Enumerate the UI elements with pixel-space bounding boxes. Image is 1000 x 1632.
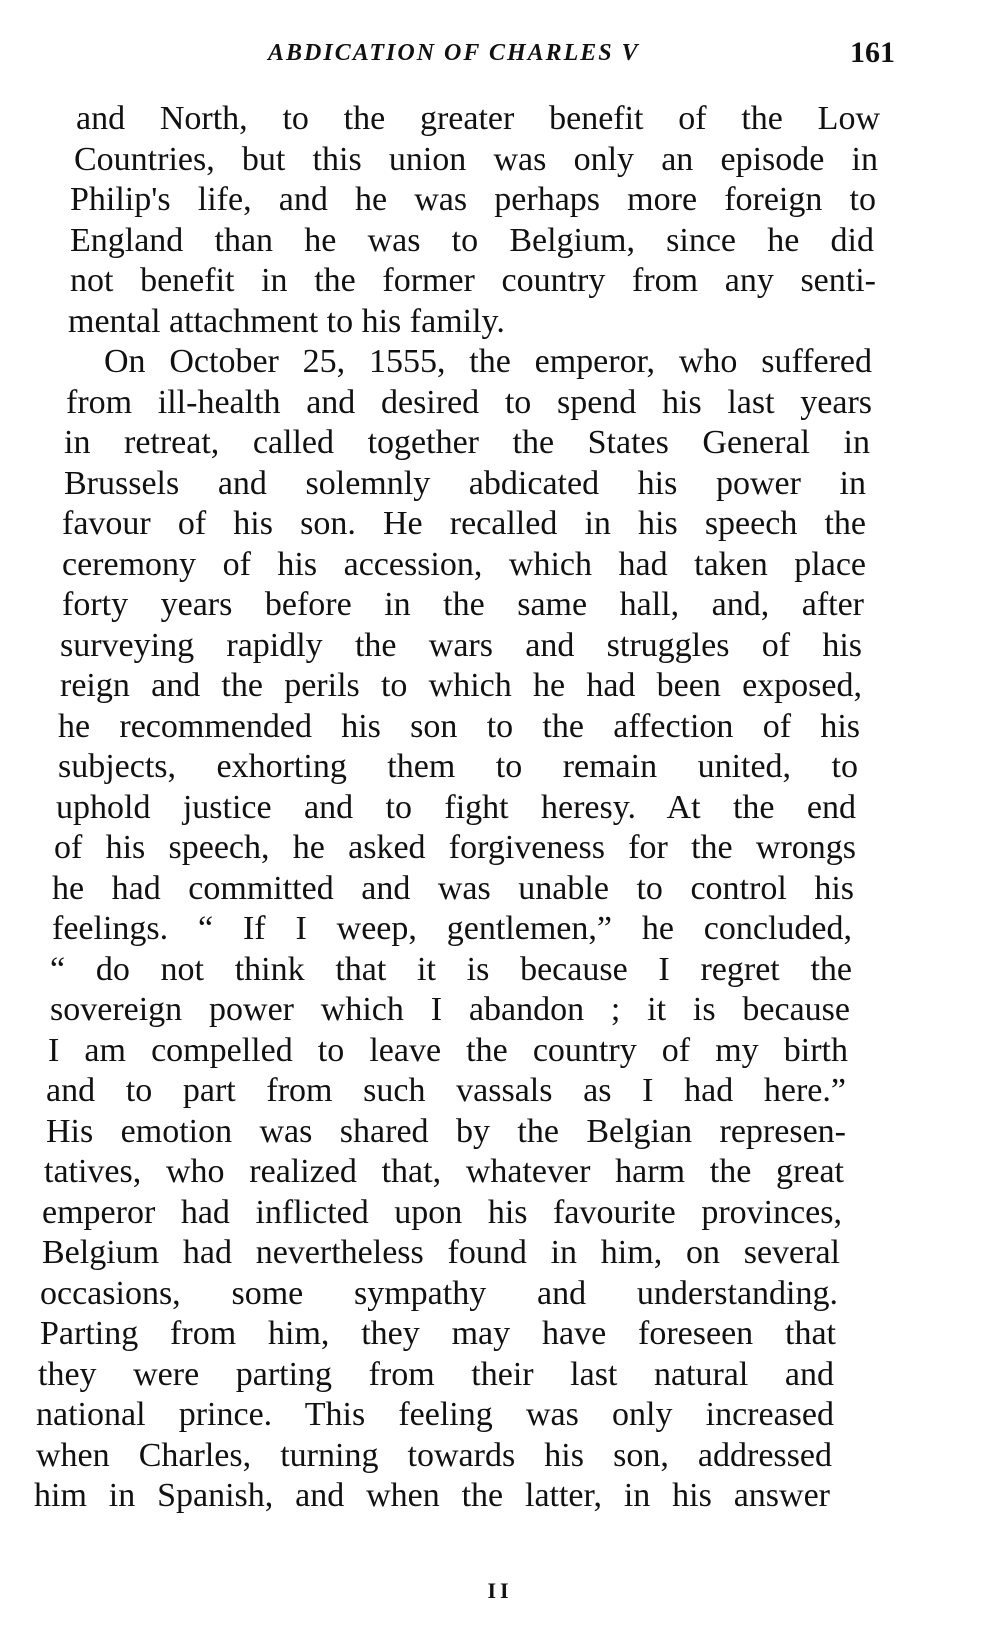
- text-line: subjects, exhorting them to remain united, to: [58, 748, 858, 785]
- text-line: Countries, but this union was only an episode in: [74, 140, 878, 178]
- text-line: him in Spanish, and when the latter, in his answer: [34, 1477, 830, 1514]
- text-line: Philip's life, and he was perhaps more foreign to: [70, 181, 876, 218]
- text-line: emperor had inflicted upon his favourite provinces,: [42, 1193, 842, 1231]
- text-line: surveying rapidly the wars and struggles of his: [60, 626, 862, 664]
- text-line: not benefit in the former country from any senti-: [70, 262, 876, 299]
- text-line: he had committed and was unable to control his: [52, 869, 854, 907]
- text-line: reign and the perils to which he had been exposed,: [60, 667, 862, 704]
- page-number: 161: [850, 36, 895, 69]
- text-line: On October 25, 1555, the emperor, who suffered: [104, 343, 872, 380]
- text-line: “ do not think that it is because I regret the: [50, 950, 852, 988]
- text-line: and to part from such vassals as I had here.”: [46, 1072, 846, 1109]
- text-line: in retreat, called together the States General in: [64, 424, 870, 461]
- text-line: sovereign power which I abandon ; it is because: [50, 991, 850, 1028]
- text-line: mental attachment to his family.: [68, 302, 505, 340]
- text-line: they were parting from their last natural and: [38, 1355, 834, 1393]
- text-line: of his speech, he asked forgiveness for the wrongs: [54, 829, 856, 866]
- text-line: occasions, some sympathy and understanding.: [40, 1274, 838, 1312]
- text-line: I am compelled to leave the country of my birth: [48, 1031, 848, 1069]
- text-line: uphold justice and to fight heresy. At the end: [56, 788, 856, 826]
- text-line: His emotion was shared by the Belgian represen-: [46, 1112, 846, 1150]
- text-line: national prince. This feeling was only increased: [36, 1396, 834, 1433]
- text-line: Brussels and solemnly abdicated his power in: [64, 464, 866, 502]
- running-header: [0, 34, 1000, 74]
- signature-mark: II: [487, 1578, 513, 1603]
- text-line: feelings. “ If I weep, gentlemen,” he concluded,: [52, 910, 852, 947]
- text-line: tatives, who realized that, whatever harm the great: [44, 1153, 844, 1190]
- text-line: from ill-health and desired to spend his last years: [66, 383, 872, 421]
- text-line: ceremony of his accession, which had taken place: [62, 545, 866, 583]
- text-line: and North, to the greater benefit of the Low: [76, 100, 880, 137]
- text-line: he recommended his son to the affection of his: [58, 707, 860, 745]
- text-line: forty years before in the same hall, and, after: [62, 586, 864, 623]
- text-line: England than he was to Belgium, since he did: [70, 221, 874, 259]
- text-line: Belgium had nevertheless found in him, on several: [42, 1234, 840, 1271]
- text-line: favour of his son. He recalled in his speech the: [62, 505, 866, 542]
- text-line: Parting from him, they may have foreseen that: [40, 1315, 836, 1352]
- running-title: ABDICATION OF CHARLES V: [268, 40, 640, 66]
- text-line: when Charles, turning towards his son, addressed: [36, 1436, 832, 1474]
